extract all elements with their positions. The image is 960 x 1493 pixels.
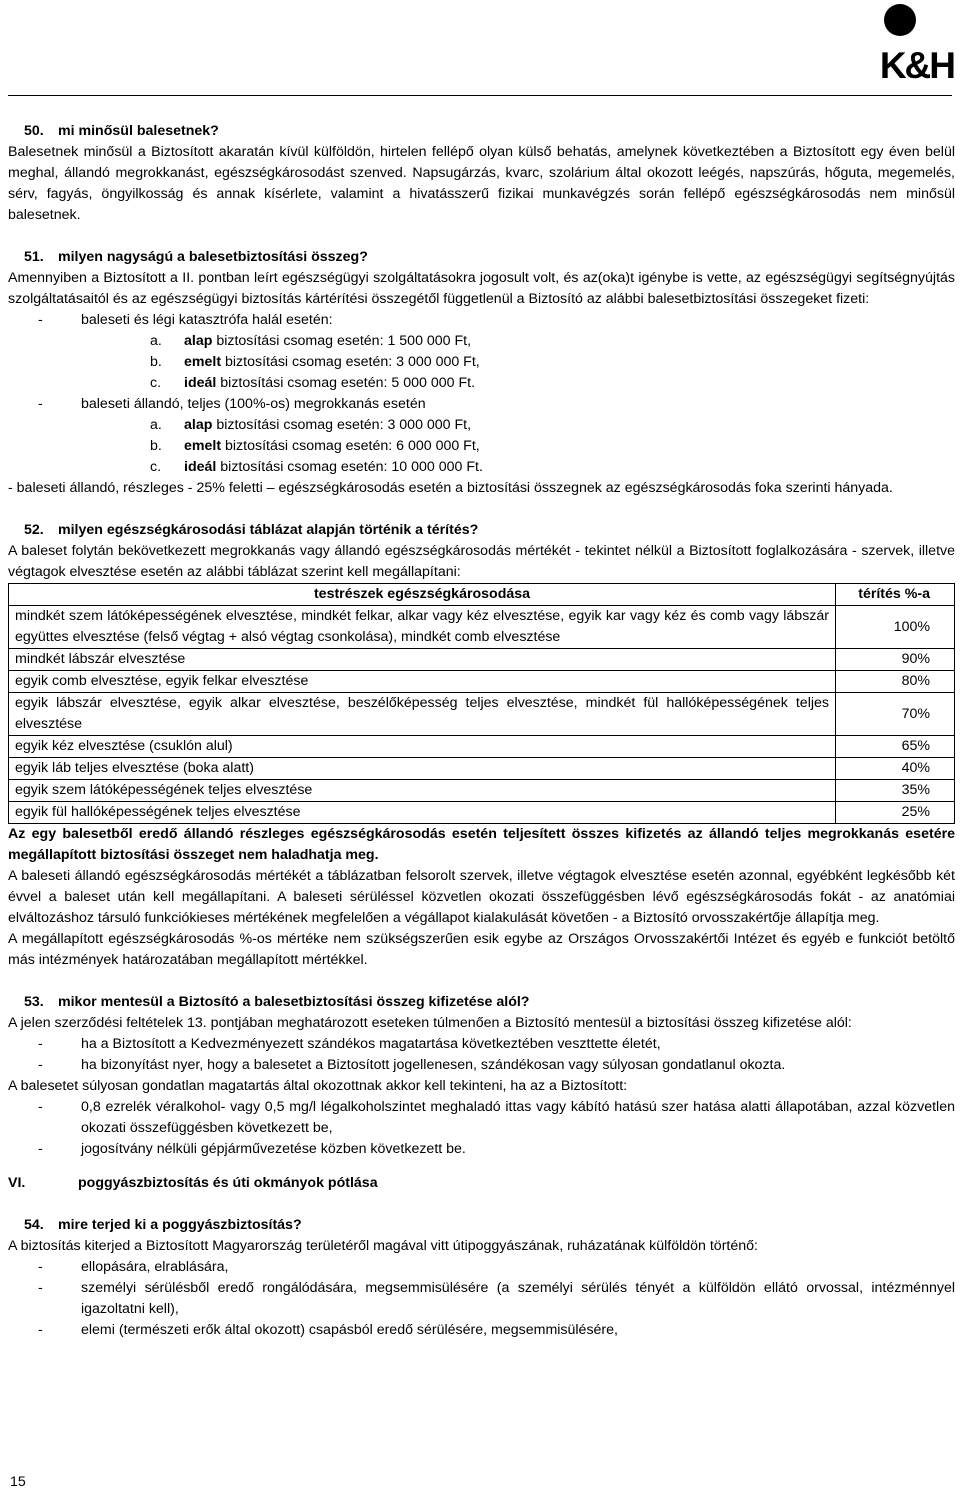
list-item: - 0,8 ezrelék véralkohol- vagy 0,5 mg/l légalkoholszintet meghaladó ittas vagy kábító hatású szer hatása alatti állapotában, azzal közvetlen okozati összefüggésben következett be, [38,1099,955,1136]
section-51-text: Amennyiben a Biztosított a II. pontban leírt egészségügyi szolgáltatásokra jogosult volt, és az(oka)t igénybe is vette, az egészségügyi segítségnyújtás szolgáltatásaitól és az egészségügyi biztosítás kártérítési összegétől függetlenül a Biztosító az alábbi balesetbiztosítási összegeket fizeti: [8,270,955,307]
table-cell-part: mindkét lábszár elvesztése [9,649,836,671]
table-cell-part: egyik láb teljes elvesztése (boka alatt) [9,758,836,780]
section-53-heading: 53. mikor mentesül a Biztosító a balesetbiztosítási összeg kifizetése alól? [24,994,530,1010]
table-cell-percent: 65% [836,736,955,758]
sub-list-item: a. alap biztosítási csomag esetén: 3 000 000 Ft, [150,417,472,433]
table-cell-part: egyik comb elvesztése, egyik felkar elvesztése [9,671,836,693]
section-53-text: A jelen szerződési feltételek 13. pontjában meghatározott eseteken túlmenően a Biztosító mentesül a biztosítási összeg kifizetése alól: [8,1015,852,1031]
section-51-heading: 51. milyen nagyságú a balesetbiztosítási összeg? [24,249,368,265]
table-cell-part: egyik lábszár elvesztése, egyik alkar elvesztése, beszélőképesség teljes elvesztése, mindkét fül hallóképességének teljes elvesztése [9,693,836,736]
header-divider [8,95,952,96]
section-52-text-2: A baleseti állandó egészségkárosodás mértékét a táblázatban felsorolt szervek, illetve végtagok elvesztése esetén azonnal, egyébként legkésőbb két évvel a baleset után kell megállapítani. A baleseti sérüléssel közvetlen okozati összefüggésben lévő egészségkárosodás fokát - az anatómiai elváltozáshoz társuló funkciókieses mértékének megfelelően a végállapot kialakulását követően - a Biztosító orvosszakértője állapítja meg. [8,868,955,926]
list-item: - baleseti állandó, teljes (100%-os) megrokkanás esetén [38,396,426,412]
damage-table [8,583,955,824]
table-cell-part: mindkét szem látóképességének elvesztése, mindkét felkar, alkar vagy kéz elvesztése, egyik kar vagy kéz és comb vagy lábszár együttes elvesztése (felső végtag + alsó végtag csonkolása), mindkét comb elvesztése [9,606,836,649]
list-item: - jogosítvány nélküli gépjárművezetése közben következett be. [38,1141,466,1157]
table-cell-percent: 35% [836,780,955,802]
section-52-heading: 52. milyen egészségkárosodási táblázat alapján történik a térítés? [24,522,479,538]
logo-text: K&H [879,45,954,86]
list-item: - elemi (természeti erők által okozott) csapásból eredő sérülésére, megsemmisülésére, [38,1322,618,1338]
list-item: - baleseti és légi katasztrófa halál esetén: [38,312,333,328]
table-cell-percent: 25% [836,802,955,824]
section-52-text-3: A megállapított egészségkárosodás %-os mértéke nem szükségszerűen esik egybe az Országos Orvosszakértői Intézet és egyéb e funkciót betöltő más intézmények határozatában megállapított mértékkel. [8,931,955,968]
table-cell-part: egyik kéz elvesztése (csuklón alul) [9,736,836,758]
sub-list-item: b. emelt biztosítási csomag esetén: 3 000 000 Ft, [150,354,480,370]
table-row [9,649,955,671]
table-header-percent: térítés %-a [836,584,955,606]
table-row [9,802,955,824]
table-cell-percent: 70% [836,693,955,736]
page-number: 15 [10,1474,26,1490]
section-51-text-2: - baleseti állandó, részleges - 25% feletti – egészségkárosodás esetén a biztosítási összegnek az egészségkárosodás foka szerinti hányada. [8,480,893,496]
table-cell-percent: 90% [836,649,955,671]
list-item: - személyi sérülésből eredő rongálódására, megsemmisülésére (a személyi sérülés tényét a külföldön ellátó orvossal, intézménnyel igazoltatni kell), [38,1280,955,1317]
table-row [9,780,955,802]
table-cell-percent: 100% [836,606,955,649]
table-cell-part: egyik szem látóképességének teljes elvesztése [9,780,836,802]
document-body [8,121,955,1341]
logo-dot [884,4,916,36]
kh-logo [854,0,954,88]
section-52-bold: Az egy balesetből eredő állandó részleges egészségkárosodás esetén teljesített összes kifizetés az állandó teljes megrokkanás esetére megállapított biztosítási összeget nem haladhatja meg. [8,826,955,863]
section-50-text: Balesetnek minősül a Biztosított akaratán kívül külföldön, hirtelen fellépő olyan külső behatás, amelynek következtében a Biztosított egy éven belül meghal, állandó megrokkanást, egészségkárosodást szenved. Napsugárzás, kvarc, szolárium által okozott leégés, napszúrás, hőguta, megemelés, sérv, fagyás, öngyilkosság és annak kísérlete, valamint a hivatásszerű fizikai munkavégzés során fellépő egészségkárosodás nem minősül balesetnek. [8,144,955,223]
section-52-text: A baleset folytán bekövetkezett megrokkanás vagy állandó egészségkárosodás mértékét - tekintet nélkül a Biztosított foglalkozására - szervek, illetve végtagok elvesztése esetén az alábbi táblázat szerint kell megállapítani: [8,543,955,580]
sub-list-item: c. ideál biztosítási csomag esetén: 5 000 000 Ft. [150,375,476,391]
section-53-text-2: A balesetet súlyosan gondatlan magatartás által okozottnak akkor kell tekinteni, ha az a Biztosított: [8,1078,628,1094]
list-item: - ha a Biztosított a Kedvezményezett szándékos magatartása következtében veszttette életét, [38,1036,661,1052]
list-item: - ellopására, elrablására, [38,1259,229,1275]
table-row [9,606,955,649]
table-row [9,736,955,758]
table-row [9,758,955,780]
section-54-heading: 54. mire terjed ki a poggyászbiztosítás? [24,1217,302,1233]
table-cell-percent: 80% [836,671,955,693]
chapter-heading: VI. poggyászbiztosítás és úti okmányok pótlása [8,1175,378,1191]
table-cell-percent: 40% [836,758,955,780]
table-cell-part: egyik fül hallóképességének teljes elvesztése [9,802,836,824]
sub-list-item: a. alap biztosítási csomag esetén: 1 500 000 Ft, [150,333,472,349]
sub-list-item: c. ideál biztosítási csomag esetén: 10 000 000 Ft. [150,459,483,475]
list-item: - ha bizonyítást nyer, hogy a balesetet a Biztosított jogellenesen, szándékosan vagy súlyosan gondatlanul okozta. [38,1057,786,1073]
section-54-text: A biztosítás kiterjed a Biztosított Magyarország területéről magával vitt útipoggyászának, ruházatának külföldön történő: [8,1238,758,1254]
table-header-parts: testrészek egészségkárosodása [9,584,836,606]
table-row [9,671,955,693]
table-row [9,693,955,736]
section-50-heading: 50. mi minősül balesetnek? [24,123,219,139]
sub-list-item: b. emelt biztosítási csomag esetén: 6 000 000 Ft, [150,438,480,454]
